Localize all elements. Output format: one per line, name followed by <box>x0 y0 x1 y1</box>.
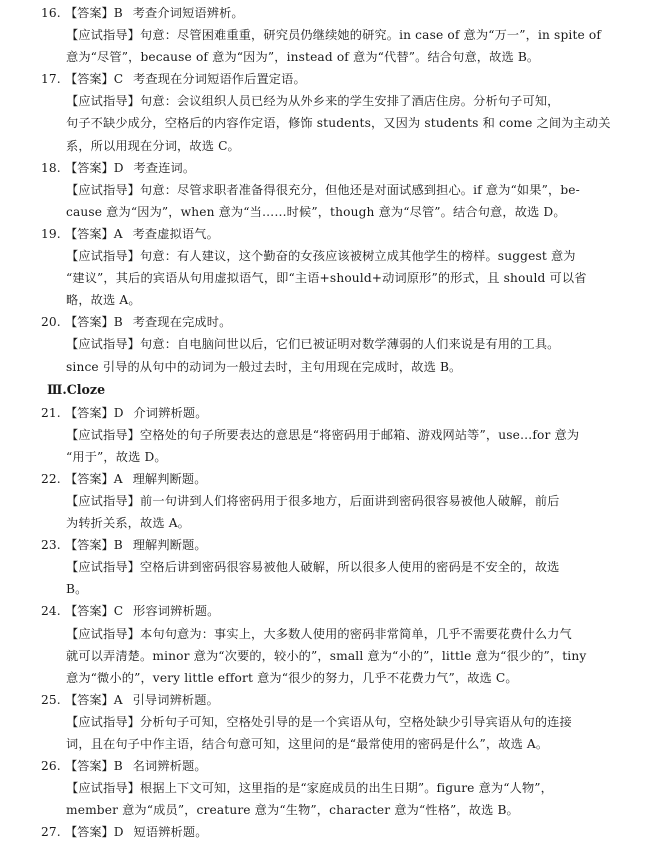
answer-label: 【答案】A <box>65 226 123 241</box>
answer-label: 【答案】A <box>65 471 123 486</box>
question-topic: 形容词辨析题。 <box>133 604 220 619</box>
guide-text-line: cause 意为“因为”，when 意为“当……时候”，though 意为“尽管”。结合句意，故选 D。 <box>66 204 566 219</box>
guide-text-line: 意为“尽管”，because of 意为“因为”，instead of 意为“代替”。结合句意，故选 B。 <box>66 50 540 65</box>
question-number: 17. <box>41 72 61 87</box>
answer-line <box>41 68 627 90</box>
question-topic: 考查现在分词短语作后置定语。 <box>133 72 306 87</box>
guide-text-line: B。 <box>66 582 88 597</box>
question-number: 19. <box>41 226 61 241</box>
guide-text-line: 词，且在句子中作主语，结合句意可知，这里问的是“最常使用的密码是什么”，故选 A。 <box>66 737 549 751</box>
answer-label: 【答案】B <box>65 6 123 20</box>
section-title: .Cloze <box>62 381 106 397</box>
guide-text-line: “用于”，故选 D。 <box>66 449 167 464</box>
guide-text-line: 为转折关系，故选 A。 <box>66 516 191 531</box>
guide-text-line: “建议”，其后的宾语从句用虚拟语气，即“主语+should+动词原形”的形式，且 should 可以省 <box>66 271 587 286</box>
guide-text-line: 【应试指导】句意：有人建议，这个勤奋的女孩应该被树立成其他学生的榜样。suggest 意为 <box>66 249 576 264</box>
answer-line <box>41 223 627 245</box>
question-number: 20. <box>41 315 61 330</box>
answer-item <box>41 68 627 156</box>
guide-text-line: 【应试指导】前一句讲到人们将密码用于很多地方，后面讲到密码很容易被他人破解，前后 <box>66 493 560 508</box>
answer-line <box>41 689 627 711</box>
answer-line <box>41 157 627 179</box>
guide-text-line: 【应试指导】句意：尽管困难重重，研究员仍继续她的研究。in case of 意为“万一”，in spite of <box>66 28 602 43</box>
guide-text-line: 略，故选 A。 <box>66 293 141 308</box>
answer-line <box>41 821 627 843</box>
section-roman-numeral: Ⅲ <box>47 381 63 397</box>
question-number: 16. <box>41 6 61 20</box>
question-number: 21. <box>41 405 61 420</box>
answer-item <box>41 600 627 688</box>
guide-text-line: 【应试指导】句意：会议组织人员已经为从外乡来的学生安排了酒店住房。分析句子可知， <box>66 94 560 109</box>
question-number: 26. <box>41 759 61 774</box>
grammar-answers <box>41 2 627 378</box>
guide-text-line: 句子不缺少成分，空格后的内容作定语，修饰 students，又因为 students 和 come 之间为主动关 <box>66 116 611 131</box>
answer-line <box>41 402 627 424</box>
answer-line <box>41 534 627 556</box>
answer-item <box>41 2 627 68</box>
question-topic: 引导词辨析题。 <box>132 692 219 707</box>
answer-label: 【答案】B <box>65 538 123 553</box>
answer-label: 【答案】C <box>65 72 124 87</box>
answer-line <box>41 311 627 333</box>
answer-item <box>41 402 627 468</box>
guide-text-line: 【应试指导】根据上下文可知，这里指的是“家庭成员的出生日期”。figure 意为“人物”， <box>66 781 554 796</box>
question-topic: 理解判断题。 <box>132 471 207 486</box>
answer-label: 【答案】B <box>65 315 123 330</box>
question-number: 27. <box>41 825 61 840</box>
guide-text-line: 【应试指导】分析句子可知，空格处引导的是一个宾语从句，空格处缺少引导宾语从句的连接 <box>66 714 572 729</box>
section-heading-cloze <box>41 378 627 402</box>
question-topic: 考查连词。 <box>133 160 196 175</box>
answer-label: 【答案】B <box>65 759 123 774</box>
answer-label: 【答案】C <box>65 604 124 619</box>
guide-text-line: 【应试指导】句意：自电脑问世以后，它们已被证明对数学薄弱的人们来说是有用的工具。 <box>66 337 560 352</box>
question-topic: 名词辨析题。 <box>132 759 207 774</box>
answer-label: 【答案】D <box>65 825 124 840</box>
answer-item <box>41 689 627 755</box>
question-topic: 考查虚拟语气。 <box>132 226 219 241</box>
question-number: 22. <box>41 471 61 486</box>
guide-text-line: since 引导的从句中的动词为一般过去时，主句用现在完成时，故选 B。 <box>66 359 462 374</box>
question-topic: 短语辨析题。 <box>133 825 208 840</box>
answer-label: 【答案】D <box>65 405 124 420</box>
answer-line <box>41 2 627 24</box>
answer-item <box>41 755 627 821</box>
answer-line <box>41 600 627 622</box>
guide-text-line: 【应试指导】空格后讲到密码很容易被他人破解，所以很多人使用的密码是不安全的，故选 <box>66 560 560 575</box>
answer-label: 【答案】D <box>65 160 124 175</box>
guide-text-line: 意为“微小的”，very little effort 意为“很少的努力，几乎不花费力气”，故选 C。 <box>66 670 518 685</box>
question-number: 24. <box>41 604 61 619</box>
answer-item <box>41 223 627 311</box>
answer-item <box>41 311 627 377</box>
question-topic: 介词辨析题。 <box>133 405 208 420</box>
question-topic: 理解判断题。 <box>132 538 207 553</box>
guide-text-line: 系，所以用现在分词，故选 C。 <box>66 138 240 153</box>
answer-line <box>41 755 627 777</box>
answer-item <box>41 534 627 600</box>
guide-text-line: 【应试指导】本句句意为：事实上，大多数人使用的密码非常简单，几乎不需要花费什么力气 <box>66 626 572 641</box>
answer-item <box>41 157 627 223</box>
answer-item <box>41 821 627 843</box>
cloze-answers <box>41 402 627 843</box>
answer-line <box>41 468 627 490</box>
question-number: 18. <box>41 160 61 175</box>
question-number: 25. <box>41 692 61 707</box>
question-topic: 考查现在完成时。 <box>132 315 232 330</box>
answer-label: 【答案】A <box>65 692 123 707</box>
answer-item <box>41 468 627 534</box>
guide-text-line: 就可以弄清楚。minor 意为“次要的，较小的”，small 意为“小的”，little 意为“很少的”，tiny <box>66 648 587 663</box>
guide-text-line: 【应试指导】句意：尽管求职者准备得很充分，但他还是对面试感到担心。if 意为“如果”，be- <box>66 182 580 197</box>
question-number: 23. <box>41 538 61 553</box>
guide-text-line: 【应试指导】空格处的句子所要表达的意思是“将密码用于邮箱、游戏网站等”，use…for 意为 <box>66 427 580 442</box>
guide-text-line: member 意为“成员”，creature 意为“生物”，character 意为“性格”，故选 B。 <box>66 803 519 818</box>
question-topic: 考查介词短语辨析。 <box>132 6 244 20</box>
